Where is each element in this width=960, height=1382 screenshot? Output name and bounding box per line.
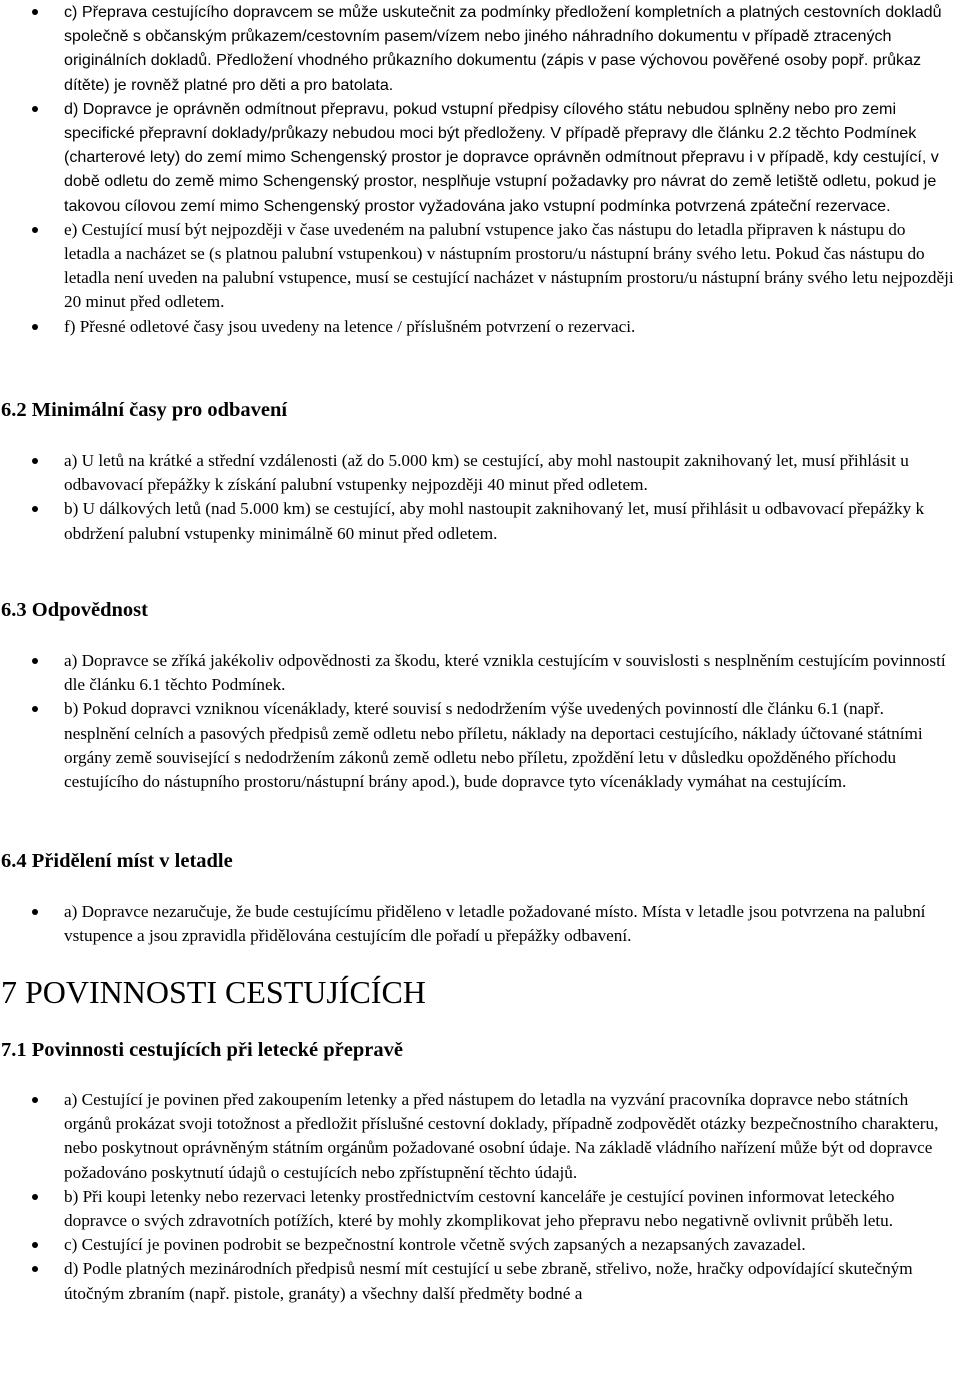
list-item: a) U letů na krátké a střední vzdálenosti (až do 5.000 km) se cestující, aby mohl nastoupit zaknihovaný let, musí přihlásit u odbavovací přepážky k získání palubní vstupenky nejpozději 40 minut před odletem. — [0, 449, 960, 497]
heading-6-3: 6.3 Odpovědnost — [1, 599, 148, 621]
list-6-4 — [0, 900, 960, 948]
list-item: c) Přeprava cestujícího dopravcem se může uskutečnit za podmínky předložení kompletních a platných cestovních dokladů společně s občanským průkazem/cestovním pasem/vízem nebo jiného náhradního dokumentu v případě ztracených originálních dokladů. Předložení vhodného průkazního dokumentu (zápis v pase výchovou pověřené osoby popř. průkaz dítěte) je rovněž platné pro děti a pro batolata. — [0, 0, 960, 97]
heading-6-4: 6.4 Přidělení míst v letadle — [1, 850, 233, 872]
list-item: b) Pokud dopravci vzniknou vícenáklady, které souvisí s nedodržením výše uvedených povinností dle článku 6.1 (např. nesplnění celních a pasových předpisů země odletu nebo příletu, náklady na deportaci cestujícího, náklady účtované státními orgány země související s nedodržením zákonů země odletu nebo příletu, zpoždění letu v důsledku opožděného příchodu cestujícího do nástupního prostoru/nástupní brány apod.), bude dopravce tyto vícenáklady vymáhat na cestujícím. — [0, 697, 960, 794]
heading-7-1: 7.1 Povinnosti cestujících při letecké přepravě — [1, 1039, 403, 1061]
list-top — [0, 0, 960, 339]
list-item: e) Cestující musí být nejpozději v čase uvedeném na palubní vstupence jako čas nástupu do letadla připraven k nástupu do letadla a nacházet se (s platnou palubní vstupenkou) v nástupním prostoru/u nástupní brány svého letu. Pokud čas nástupu do letadla není uveden na palubní vstupence, musí se cestující nacházet v nástupním prostoru/u nástupní brány svého letu nejpozději 20 minut před odletem. — [0, 218, 960, 315]
list-item: a) Dopravce se zříká jakékoliv odpovědnosti za škodu, které vznikla cestujícím v souvislosti s nesplněním cestujícím povinností dle článku 6.1 těchto Podmínek. — [0, 649, 960, 697]
list-item: b) Při koupi letenky nebo rezervaci letenky prostřednictvím cestovní kanceláře je cestující povinen informovat leteckého dopravce o svých zdravotních potížích, které by mohly zkomplikovat jeho přepravu nebo negativně ovlivnit průběh letu. — [0, 1185, 960, 1233]
list-item: a) Dopravce nezaručuje, že bude cestujícímu přiděleno v letadle požadované místo. Místa v letadle jsou potvrzena na palubní vstupence a jsou zpravidla přidělována cestujícím dle pořadí u přepážky odbavení. — [0, 900, 960, 948]
list-6-2 — [0, 449, 960, 546]
list-item: a) Cestující je povinen před zakoupením letenky a před nástupem do letadla na vyzvání pracovníka dopravce nebo státních orgánů prokázat svoji totožnost a předložit příslušné cestovní doklady, případně zodpovědět otázky bezpečnostního charakteru, nebo poskytnout oprávněným státním orgánům požadované osobní údaje. Na základě vládního nařízení může být od dopravce požadováno poskytnutí údajů o cestujících nebo zpřístupnění těchto údajů. — [0, 1088, 960, 1185]
list-6-3 — [0, 649, 960, 794]
list-item: f) Přesné odletové časy jsou uvedeny na letence / příslušném potvrzení o rezervaci. — [0, 315, 960, 339]
list-item: b) U dálkových letů (nad 5.000 km) se cestující, aby mohl nastoupit zaknihovaný let, musí přihlásit u odbavovací přepážky k obdržení palubní vstupenky minimálně 60 minut před odletem. — [0, 497, 960, 545]
list-item: d) Podle platných mezinárodních předpisů nesmí mít cestující u sebe zbraně, střelivo, nože, hračky odpovídající skutečným útočným zbraním (např. pistole, granáty) a všechny další předměty bodné a — [0, 1257, 960, 1305]
list-item: d) Dopravce je oprávněn odmítnout přepravu, pokud vstupní předpisy cílového státu nebudou splněny nebo pro zemi specifické přepravní doklady/průkazy nebudou moci být předloženy. V případě přepravy dle článku 2.2 těchto Podmínek (charterové lety) do zemí mimo Schengenský prostor je dopravce oprávněn odmítnout přepravu i v případě, kdy cestující, v době odletu do země mimo Schengenský prostor, nesplňuje vstupní požadavky pro návrat do země letiště odletu, pokud je takovou cílovou zemí mimo Schengenský prostor vyžadována jako vstupní podmínka potvrzená zpáteční rezervace. — [0, 97, 960, 218]
list-item: c) Cestující je povinen podrobit se bezpečnostní kontrole včetně svých zapsaných a nezapsaných zavazadel. — [0, 1233, 960, 1257]
list-7-1 — [0, 1088, 960, 1306]
heading-7: 7 POVINNOSTI CESTUJÍCÍCH — [1, 974, 426, 1010]
heading-6-2: 6.2 Minimální časy pro odbavení — [1, 399, 288, 421]
